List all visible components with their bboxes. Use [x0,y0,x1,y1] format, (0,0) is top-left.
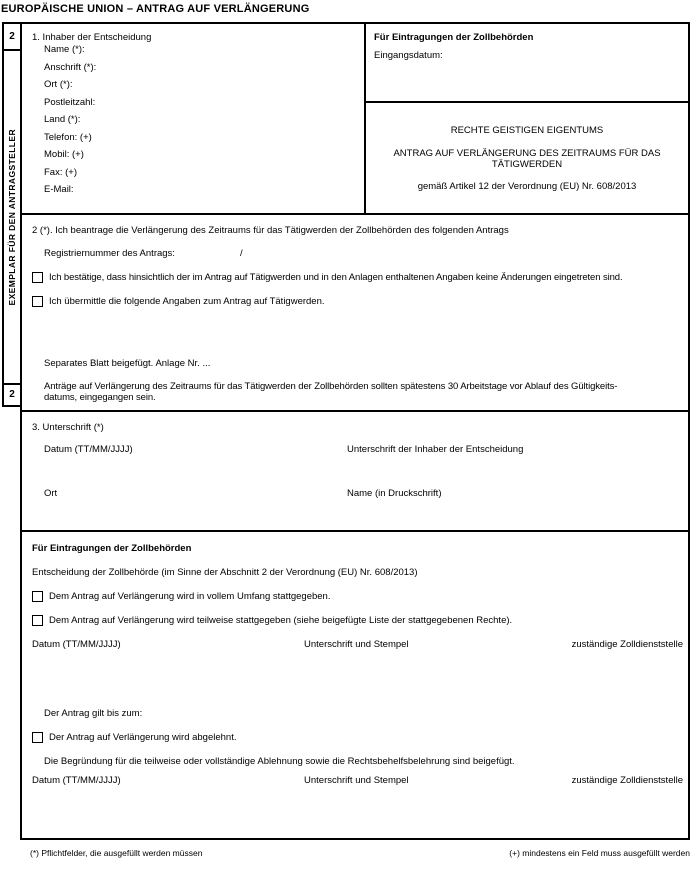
customs-office-label-2: zuständige Zolldienststelle [571,775,683,786]
valid-until-label: Der Antrag gilt bis zum: [44,708,143,719]
footnote-mandatory-fields: (*) Pflichtfelder, die ausgefüllt werden müssen [30,848,203,858]
field-label-anschrift: Anschrift (*): [44,61,97,73]
section2-intro: 2 (*). Ich beantrage die Verlängerung des Zeitraums für das Tätigwerden der Zollbehörden des folgenden Antrags [32,225,509,236]
checkbox-granted-full-label: Dem Antrag auf Verlängerung wird in vollem Umfang stattgegeben. [49,591,331,602]
entry-date-label: Eingangsdatum: [374,50,443,61]
decision-date-label: Datum (TT/MM/JJJJ) [32,639,121,650]
copy-number-bottom: 2 [4,383,20,405]
rejection-note: Die Begründung für die teilweise oder vollständige Ablehnung sowie die Rechtsbehelfsbelehrung sind beigefügt. [44,756,515,767]
form-title-line3: gemäß Artikel 12 der Verordnung (EU) Nr. 608/2013 [417,181,637,193]
registration-number-label: Registriernummer des Antrags: [44,248,175,259]
form-title-line2: ANTRAG AUF VERLÄNGERUNG DES ZEITRAUMS FÜR DAS TÄTIGWERDEN [393,147,661,170]
field-label-telefon: Telefon: (+) [44,131,92,143]
form-title-box [366,105,688,213]
sidebar-vertical-label: EXEMPLAR FÜR DEN ANTRAGSTELLER [6,128,17,306]
holder-signature-label: Unterschrift der Inhaber der Entscheidung [347,444,524,455]
customs-entries-heading: Für Eintragungen der Zollbehörden [374,32,534,43]
footnote-at-least-one-field: (+) mindestens ein Feld muss ausgefüllt werden [509,848,690,858]
field-label-mobil: Mobil: (+) [44,149,84,160]
field-label-ort: Ort (*): [44,79,73,90]
stamp-signature-label: Unterschrift und Stempel [304,639,409,650]
checkbox-granted-full[interactable] [32,591,43,602]
form-table [20,22,690,840]
field-label-postleitzahl: Postleitzahl: [44,96,96,108]
checkbox-rejected[interactable] [32,732,43,743]
place-label: Ort [44,488,58,499]
copy-number-top: 2 [4,24,20,51]
checkbox-granted-partial[interactable] [32,615,43,626]
checkbox-granted-partial-label: Dem Antrag auf Verlängerung wird teilweise stattgegeben (siehe beigefügte Liste der stattgegebenen Rechte). [49,615,513,626]
customs-entries-box [366,24,688,103]
section-customs-decision [22,530,688,838]
section-signature [22,410,688,530]
customs-office-label: zuständige Zolldienststelle [571,639,683,650]
decision-line: Entscheidung der Zollbehörde (im Sinne der Abschnitt 2 der Verordnung (EU) Nr. 608/2013) [32,567,418,578]
section-extension-request [22,213,688,410]
deadline-note-line1: Anträge auf Verlängerung des Zeitraums für das Tätigwerden der Zollbehörden sollten spätestens 30 Arbeitstage vor Ablauf des Gültigkeits- [44,381,618,392]
section3-heading: 3. Unterschrift (*) [32,422,104,433]
section1-heading: 1. Inhaber der Entscheidung [32,32,152,43]
attachment-note: Separates Blatt beigefügt. Anlage Nr. ... [44,358,211,369]
section4-heading: Für Eintragungen der Zollbehörden [32,543,192,554]
page-title: EUROPÄISCHE UNION – ANTRAG AUF VERLÄNGERUNG [1,3,310,15]
holder-fields [44,44,96,202]
checkbox-no-changes-label: Ich bestätige, dass hinsichtlich der im Antrag auf Tätigwerden und in den Anlagen enthaltenen Angaben keine Änderungen eingetreten sind. [49,272,623,283]
checkbox-new-info-label: Ich übermittle die folgende Angaben zum Antrag auf Tätigwerden. [49,296,325,307]
form-title-line1: RECHTE GEISTIGEN EIGENTUMS [450,125,604,137]
stamp-signature-label-2: Unterschrift und Stempel [304,775,409,786]
registration-number-separator: / [240,248,243,259]
field-label-email: E-Mail: [44,184,74,195]
field-label-name: Name (*): [44,44,85,55]
section-holder-of-decision [22,24,688,213]
signature-date-label: Datum (TT/MM/JJJJ) [44,444,133,455]
checkbox-rejected-label: Der Antrag auf Verlängerung wird abgelehnt. [49,732,237,743]
sidebar-vertical-label-cell [4,51,20,383]
field-label-fax: Fax: (+) [44,166,77,178]
printed-name-label: Name (in Druckschrift) [347,488,442,499]
deadline-note-line2: datums, eingegangen sein. [44,392,156,404]
checkbox-no-changes[interactable] [32,272,43,283]
decision-date-label-2: Datum (TT/MM/JJJJ) [32,775,121,786]
checkbox-new-info[interactable] [32,296,43,307]
field-label-land: Land (*): [44,114,81,125]
copy-sidebar [2,22,22,407]
